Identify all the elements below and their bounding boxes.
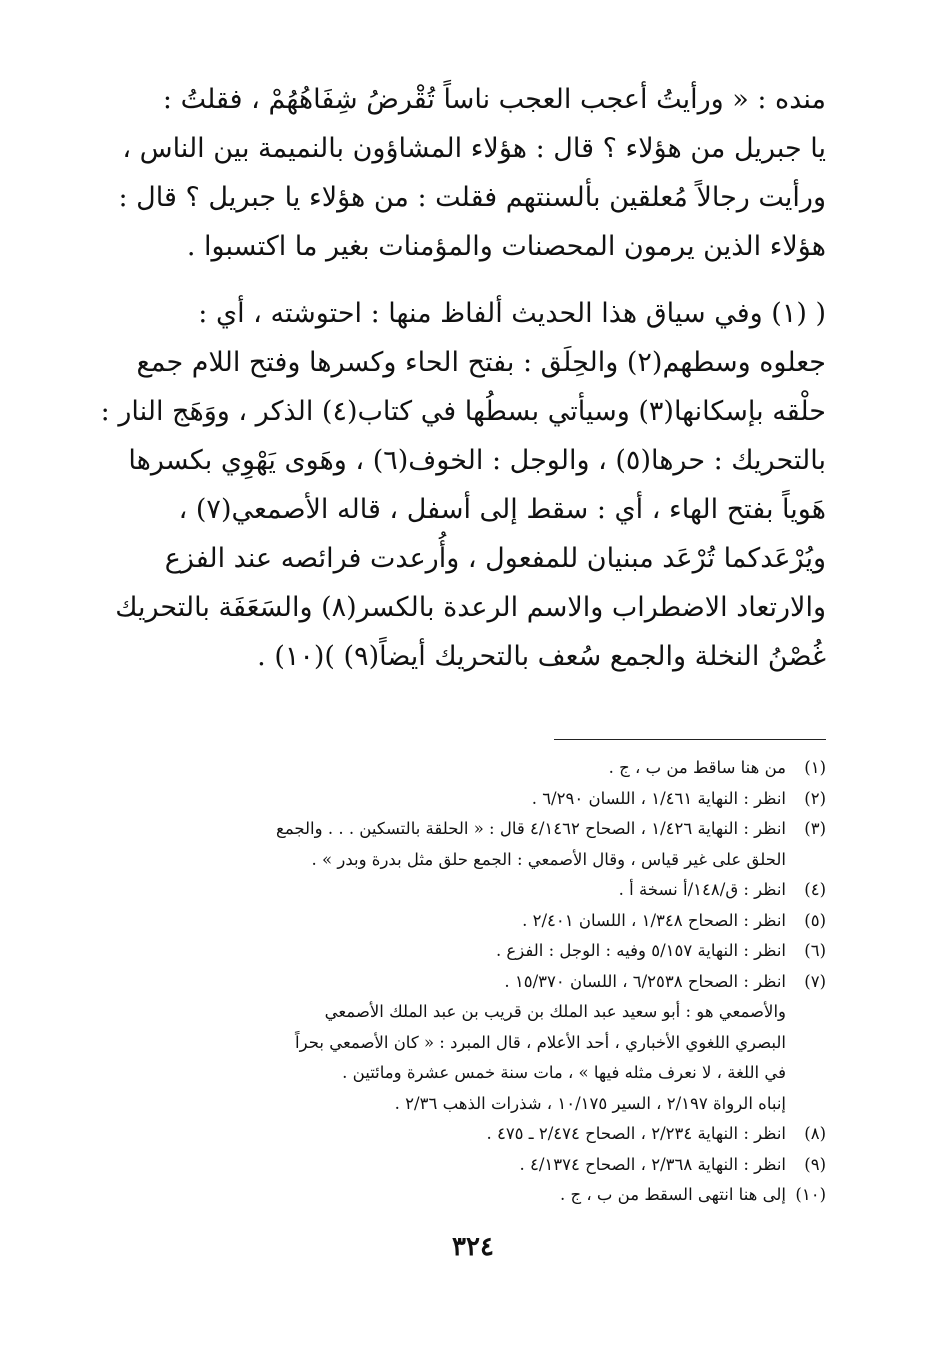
footnote-number: (٦) [804, 941, 826, 960]
footnote-text [85, 1150, 786, 1181]
text-line: غُصْنُ النخلة والجمع سُعف بالتحريك أيضاً(٩) )(١٠) . [257, 641, 826, 672]
footnote-text [85, 814, 786, 875]
footnote-line: والأصمعي هو : أبو سعيد عبد الملك بن قريب بن عبد الملك الأصمعي [324, 1002, 786, 1021]
footnote-text [85, 875, 786, 906]
main-paragraph-2 [85, 289, 826, 681]
text-line: هؤلاء الذين يرمون المحصنات والمؤمنات بغير ما اكتسبوا . [186, 231, 826, 262]
footnote-number: (١٠) [795, 1185, 826, 1204]
footnote-line: انظر : النهاية ١/٤٦١ ، اللسان ٦/٢٩٠ . [531, 788, 786, 808]
page-number: ٣٢٤ [452, 1232, 494, 1262]
footnote-number: (٧) [804, 971, 826, 991]
footnote-text [85, 1119, 786, 1150]
footnote-line: انظر : الصحاح ٦/٢٥٣٨ ، اللسان ١٥/٣٧٠ . [504, 971, 786, 991]
footnote-4 [85, 875, 826, 906]
footnote-text [85, 906, 786, 937]
footnote-number: (٥) [804, 910, 826, 930]
footnote-text [85, 936, 786, 967]
footnote-line: انظر : الصحاح ١/٣٤٨ ، اللسان ٢/٤٠١ . [522, 910, 786, 930]
footnote-line: إنباه الرواة ٢/١٩٧ ، السير ١٠/١٧٥ ، شذرات الذهب ٢/٣٦ . [394, 1093, 786, 1113]
footnote-line: الحلق على غير قياس ، وقال الأصمعي : الجمع حلق مثل بدرة وبدر » . [311, 849, 786, 869]
footnote-number: (٤) [804, 880, 826, 899]
footnote-separator [554, 739, 826, 740]
footnote-7 [85, 967, 826, 998]
text-line: والارتعاد الاضطراب والاسم الرعدة بالكسر(٨) والسَعَفَة بالتحريك [115, 592, 826, 623]
footnote-line: في اللغة ، لا نعرف مثله فيها » ، مات سنة خمس عشرة ومائتين . [342, 1063, 786, 1082]
footnote-line: انظر : ق/١٤٨/أ نسخة أ . [618, 880, 786, 899]
footnote-number: (٣) [804, 819, 826, 838]
footnote-line: انظر : النهاية ٢/٢٣٤ ، الصحاح ٢/٤٧٤ ـ ٤٧٥ . [486, 1124, 786, 1143]
footnote-text [85, 967, 786, 998]
text-line: ويُرْعَدكما تُرْعَد مبنيان للمفعول ، وأُرعدت فرائصه عند الفزع [164, 543, 826, 574]
text-line: ( (١) وفي سياق هذا الحديث ألفاظ منها : احتوشته ، أي : [198, 298, 826, 329]
footnote-5 [85, 906, 826, 937]
footnote-text [85, 753, 786, 784]
text-line: ورأيت رجالاً مُعلقين بألسنتهم فقلت : من هؤلاء يا جبريل ؟ قال : [118, 182, 826, 213]
footnote-9 [85, 1150, 826, 1181]
text-line: منده : « ورأيتُ أعجب العجب ناساً تُقْرضُ شِفَاهُهُمْ ، فقلتُ : [162, 84, 826, 115]
footnote-number: (١) [804, 758, 826, 777]
text-line: حلْقه بإسكانها(٣) وسيأتي بسطُها في كتاب(٤) الذكر ، ووَهَج النار : [100, 396, 826, 427]
footnote-number: (٨) [804, 1124, 826, 1143]
footnote-line: إلى هنا انتهى السقط من ب ، ج . [559, 1185, 786, 1204]
footnote-2 [85, 784, 826, 815]
footnote-6 [85, 936, 826, 967]
text-line: هَوياً بفتح الهاء ، أي : سقط إلى أسفل ، قاله الأصمعي(٧) ، [178, 494, 826, 525]
footnote-line: انظر : النهاية ٥/١٥٧ وفيه : الوجل : الفزع . [495, 941, 786, 960]
text-line: يا جبريل من هؤلاء ؟ قال : هؤلاء المشاؤون بالنميمة بين الناس ، [122, 133, 826, 164]
footnote-1 [85, 753, 826, 784]
footnote-number: (٢) [804, 788, 826, 808]
footnote-line: انظر : النهاية ١/٤٢٦ ، الصحاح ٤/١٤٦٢ قال : « الحلقة بالتسكين . . . والجمع [276, 819, 786, 838]
footnote-line: البصري اللغوي الأخباري ، أحد الأعلام ، قال المبرد : « كان الأصمعي بحراً [295, 1032, 786, 1052]
footnote-line: من هنا ساقط من ب ، ج . [608, 758, 786, 777]
footnote-text [85, 1180, 786, 1211]
page-content [85, 75, 826, 1204]
footnote-3 [85, 814, 826, 875]
asmai-biography-note [85, 997, 826, 1119]
footnote-text [85, 784, 786, 815]
text-line: بالتحريك : حرها(٥) ، والوجل : الخوف(٦) ، وهَوى يَهْوِي بكسرها [128, 445, 826, 476]
footnote-8 [85, 1119, 826, 1150]
footnote-line: انظر : النهاية ٢/٣٦٨ ، الصحاح ٤/١٣٧٤ . [519, 1154, 786, 1174]
footnote-number: (٩) [804, 1154, 826, 1174]
footnote-10 [85, 1180, 826, 1211]
main-paragraph-1 [85, 75, 826, 271]
footnotes [85, 753, 826, 1211]
text-line: جعلوه وسطهم(٢) والحِلَق : بفتح الحاء وكسرها وفتح اللام جمع [136, 347, 826, 378]
